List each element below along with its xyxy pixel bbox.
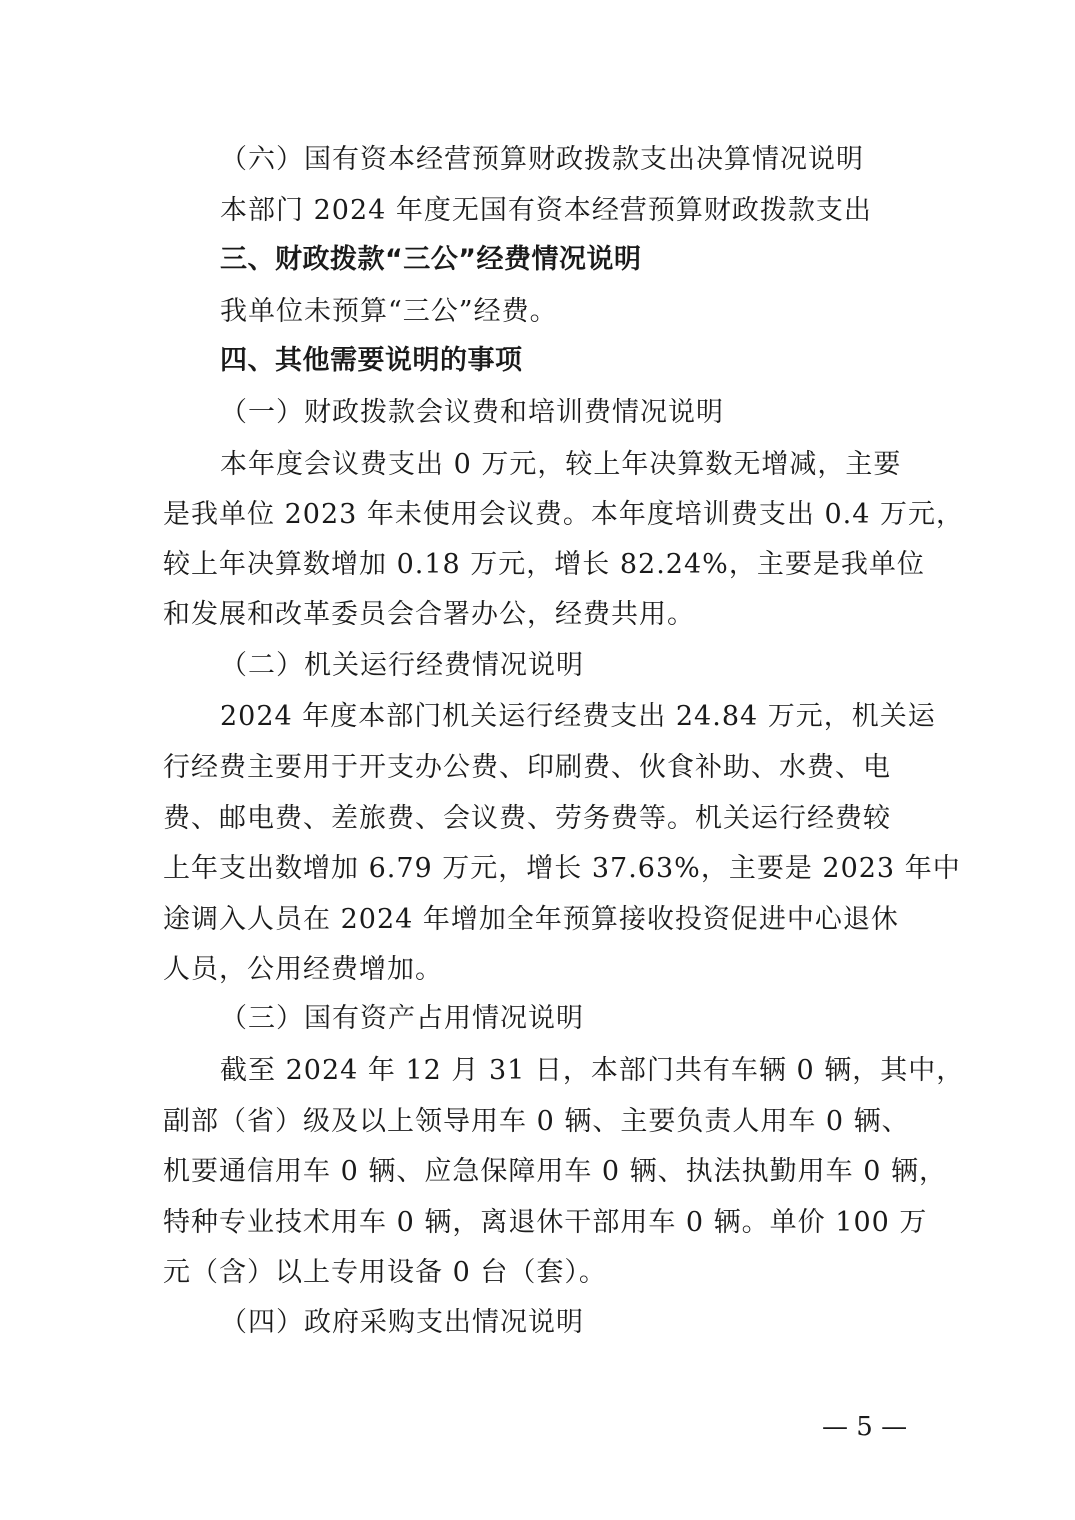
section-heading-6: （六）国有资本经营预算财政拨款支出决算情况说明 bbox=[220, 144, 864, 175]
paragraph-line: 费、邮电费、差旅费、会议费、劳务费等。机关运行经费较 bbox=[163, 803, 891, 834]
paragraph-line: 途调入人员在 2024 年增加全年预算接收投资促进中心退休 bbox=[163, 904, 899, 935]
paragraph-line: 上年支出数增加 6.79 万元，增长 37.63%，主要是 2023 年中 bbox=[163, 853, 961, 884]
paragraph-line: 截至 2024 年 12 月 31 日，本部门共有车辆 0 辆，其中， bbox=[220, 1055, 965, 1086]
section-heading-3: （三）国有资产占用情况说明 bbox=[220, 1003, 584, 1034]
paragraph-line: 2024 年度本部门机关运行经费支出 24.84 万元，机关运 bbox=[220, 701, 936, 732]
page-number: — 5 — bbox=[822, 1412, 908, 1442]
paragraph-line: 元（含）以上专用设备 0 台（套）。 bbox=[163, 1257, 607, 1288]
paragraph-line: 行经费主要用于开支办公费、印刷费、伙食补助、水费、电 bbox=[163, 752, 891, 783]
section-heading-1: （一）财政拨款会议费和培训费情况说明 bbox=[220, 397, 724, 428]
paragraph-line: 机要通信用车 0 辆、应急保障用车 0 辆、执法执勤用车 0 辆， bbox=[163, 1156, 948, 1187]
paragraph-line: 本年度会议费支出 0 万元，较上年决算数无增减，主要 bbox=[220, 449, 902, 480]
chapter-heading-3: 三、财政拨款“三公”经费情况说明 bbox=[220, 244, 642, 275]
paragraph-line: 是我单位 2023 年未使用会议费。本年度培训费支出 0.4 万元， bbox=[163, 499, 964, 530]
section-heading-2: （二）机关运行经费情况说明 bbox=[220, 650, 584, 681]
paragraph-line: 本部门 2024 年度无国有资本经营预算财政拨款支出 bbox=[220, 195, 872, 226]
paragraph-line: 特种专业技术用车 0 辆，离退休干部用车 0 辆。单价 100 万 bbox=[163, 1207, 928, 1238]
chapter-heading-4: 四、其他需要说明的事项 bbox=[220, 345, 523, 376]
paragraph-line: 较上年决算数增加 0.18 万元，增长 82.24%，主要是我单位 bbox=[163, 549, 925, 580]
section-heading-4: （四）政府采购支出情况说明 bbox=[220, 1307, 584, 1338]
paragraph-line: 和发展和改革委员会合署办公，经费共用。 bbox=[163, 599, 695, 630]
paragraph-line: 副部（省）级及以上领导用车 0 辆、主要负责人用车 0 辆、 bbox=[163, 1106, 910, 1137]
paragraph-line: 人员，公用经费增加。 bbox=[163, 954, 443, 985]
paragraph-line: 我单位未预算“三公”经费。 bbox=[220, 296, 558, 327]
